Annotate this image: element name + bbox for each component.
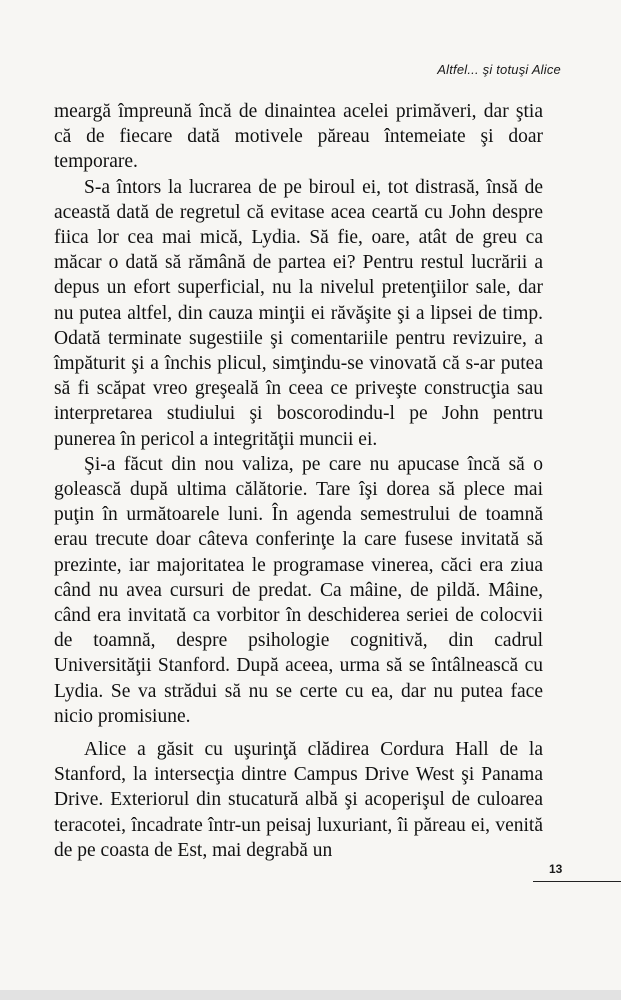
scan-edge <box>0 990 621 1000</box>
paragraph: Alice a găsit cu uşurinţă clădirea Cordura Hall de la Stanford, la intersecţia dintre Campus Drive West şi Panama Drive. Exteriorul din stucatură albă şi acoperişul de culoarea teracotei, încadrate într-un peisaj luxuriant, îi păreau ei, venită de pe coasta de Est, mai degrabă un <box>54 739 543 861</box>
body-text-lower <box>54 737 543 863</box>
paragraph-continuation: meargă împreună încă de dinaintea acelei primăveri, dar ştia că de fiecare dată motivele păreau întemeiate şi doar temporare. <box>54 101 543 173</box>
paragraph: S-a întors la lucrarea de pe biroul ei, tot distrasă, însă de această dată de regretul că evitase acea ceartă cu John despre fiica lor cea mai mică, Lydia. Să fie, oare, atât de greu ca măcar o dată să rămână de partea ei? Pentru restul lucrării a depus un efort superficial, nu la nivelul pretenţiilor sale, dar nu putea altfel, din cauza minţii ei răvăşite şi a lipsei de timp. Odată terminate sugestiile şi comentariile pentru revizuire, a împăturit şi a închis plicul, simţindu-se vinovată că s-ar putea să fi scăpat vreo greşeală în ceea ce priveşte construcţia sau interpretarea studiului şi boscorodindu-l pe John pentru punerea în pericol a integrităţii muncii ei. <box>54 176 543 450</box>
running-header: Altfel... şi totuşi Alice <box>437 62 561 77</box>
page-number-rule <box>533 881 621 882</box>
page-number: 13 <box>549 862 563 876</box>
body-text-upper <box>54 99 543 729</box>
paragraph: Şi-a făcut din nou valiza, pe care nu apucase încă să o golească după ultima călătorie. Tare îşi dorea să plece mai puţin în următoarele luni. În agenda semestrului de toamnă erau trecute doar câteva conferinţe la care fusese invitată să prezinte, iar majoritatea le programase vinerea, căci era ziua când nu avea cursuri de predat. Ca mâine, de pildă. Mâine, când era invitată ca vorbitor în deschiderea seriei de colocvii de toamnă, despre psihologie cognitivă, din cadrul Universităţii Stanford. După aceea, urma să se întâlnească cu Lydia. Se va strădui să nu se certe cu ea, dar nu putea face nicio promisiune. <box>54 453 543 727</box>
